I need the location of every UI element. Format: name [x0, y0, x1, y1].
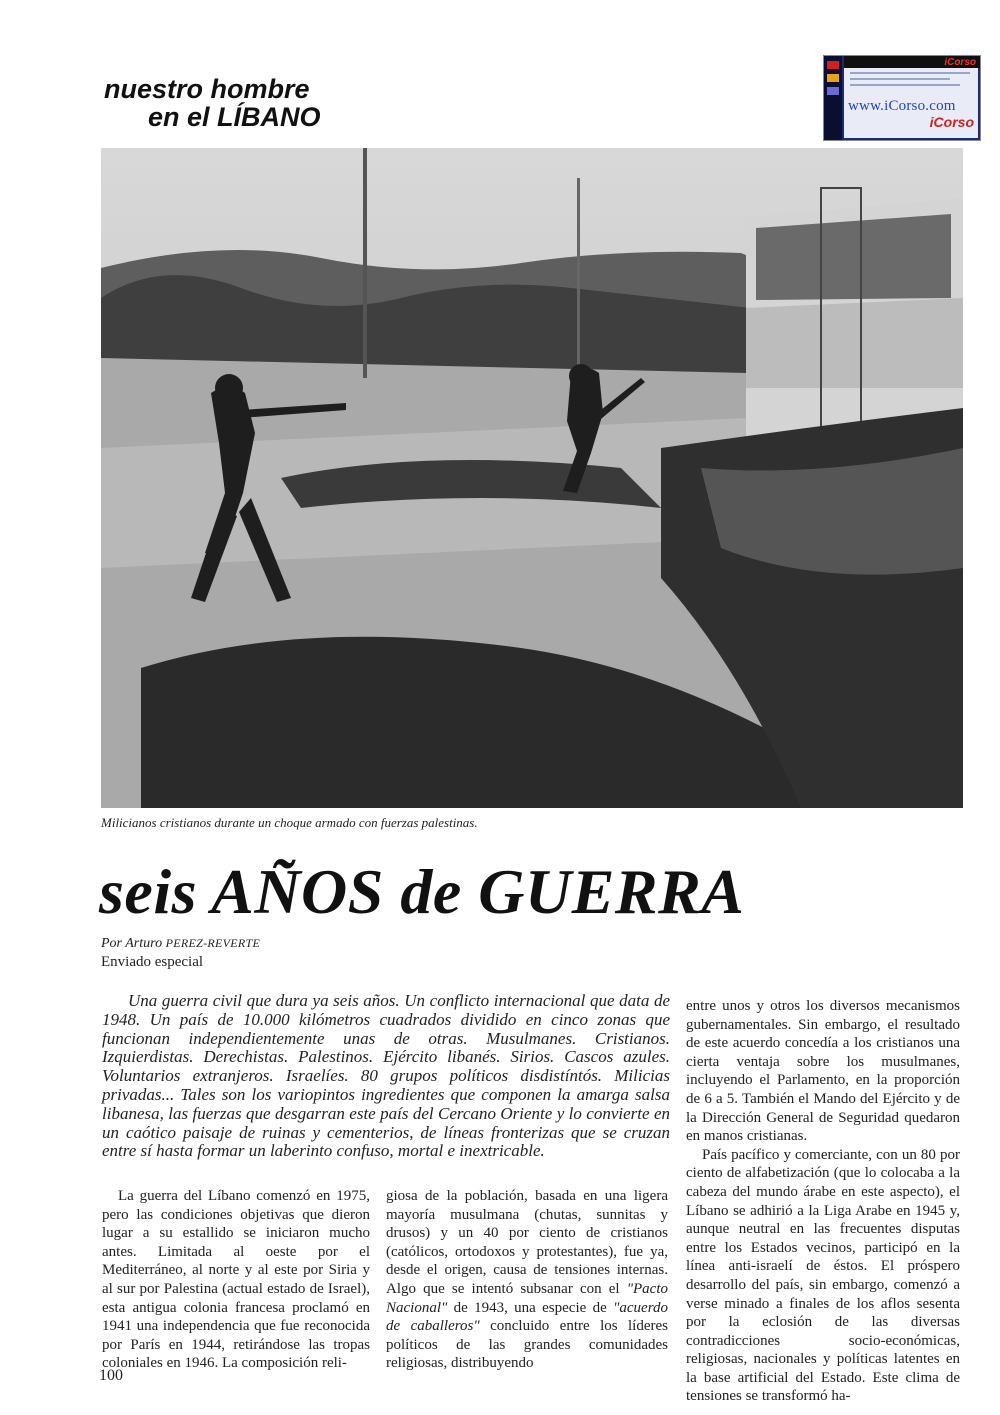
badge-brand: iCorso [929, 114, 974, 130]
page-number: 100 [99, 1367, 123, 1384]
lead-photo [101, 148, 963, 808]
section-kicker-line2: en el LÍBANO [148, 102, 321, 132]
col2-text-b: de 1943, una especie de [447, 1299, 614, 1316]
col3-paragraph-1: entre unos y otros los diversos mecanismos gubernamentales. Sin embargo, el resultado de este acuerdo concedía a los cristianos una cierta ventaja sobre los musulmanes, incluyendo el Parlamento, en la proporción de 6 a 5. También el Mando del Ejército y de la Dirección General de Seguridad quedaron en manos cristianas. [686, 998, 960, 1145]
badge-sidebar [824, 56, 842, 140]
col2-acuerdo-caballeros: "acuerdo de caballeros" [386, 1299, 668, 1335]
col2-text-a: giosa de la población, basada en una ligera mayoría musulmana (chutas, sunnitas y drusos) y un 40 por ciento de cristianos (católicos, ortodoxos y protestantes), fue ya, desde el origen, causa de tensiones internas. Algo que se intentó subsanar con el [386, 1188, 668, 1297]
col2-pacto-nacional: "Pacto Nacional" [386, 1280, 668, 1316]
col3-paragraph-2: País pacífico y comerciante, con un 80 por ciento de alfabetización (que lo colocaba a la cabeza del mundo árabe en este aspecto), el Líbano se adhirió a la Liga Arabe en 1945 y, aunque neutral en las frecuentes disputas entre los Estados vecinos, participó en la línea anti-israelí de éstos. El próspero desarrollo del país, sin embargo, comenzó a verse minado a finales de los aflos sesenta por la eclosión de las diversas contradicciones socio-económicas, religiosas, nacionales y políticas latentes en la base artificial del Estado. Este clima de tensiones se transformó ha- [686, 1146, 960, 1405]
col2-text-c: concluido entre los líderes políticos de las grandes comunidades religiosas, distribuyendo [386, 1318, 668, 1372]
icorso-badge[interactable] [823, 55, 981, 141]
militia-street-photo [101, 148, 963, 808]
lead-paragraph: Una guerra civil que dura ya seis años. Un conflicto internacional que data de 1948. Un país de 10.000 kilómetros cuadrados dividido en cinco zonas que funcionan independientemente unas de otras. Musulmanes. Cristianos. Izquierdistas. Derechistas. Palestinos. Ejército libanés. Sirios. Cascos azules. Voluntarios extranjeros. Israelíes. 80 grupos políticos disdistíntós. Milicias privadas... Tales son los variopintos ingredientes que componen la amarga salsa libanesa, las fuerzas que desgarran este país del Cercano Oriente y lo convierte en un caótico paisaje de ruinas y cementerios, de líneas fronterizas que se cruzan entre sí hasta formar un laberinto confuso, mortal e inextricable. [102, 991, 670, 1161]
byline [101, 936, 260, 952]
body-column-1: La guerra del Líbano comenzó en 1975, pero las condiciones objetivas que dieron lugar a su estallido se iniciaron mucho antes. Limitada al oeste por el Mediterráneo, al norte y al este por Siria y al sur por Palestina (actual estado de Israel), esta antigua colonia francesa proclamó en 1941 una independencia que fue reconocida por París en 1944, retirándose las tropas coloniales en 1946. La composición reli- [102, 1188, 370, 1372]
byline-author: PEREZ-REVERTE [165, 936, 261, 950]
badge-brand-small: iCorso [944, 57, 976, 68]
byline-prefix: Por Arturo [101, 936, 166, 951]
body-column-3 [686, 997, 960, 1406]
photo-caption: Milicianos cristianos durante un choque armado con fuerzas palestinas. [101, 815, 478, 830]
article-headline: seis AÑOS de GUERRA [99, 856, 745, 927]
body-column-2 [386, 1187, 668, 1373]
section-kicker-line1: nuestro hombre [104, 74, 310, 104]
badge-url[interactable]: www.iCorso.com [848, 98, 956, 114]
byline-role: Enviado especial [101, 954, 204, 970]
